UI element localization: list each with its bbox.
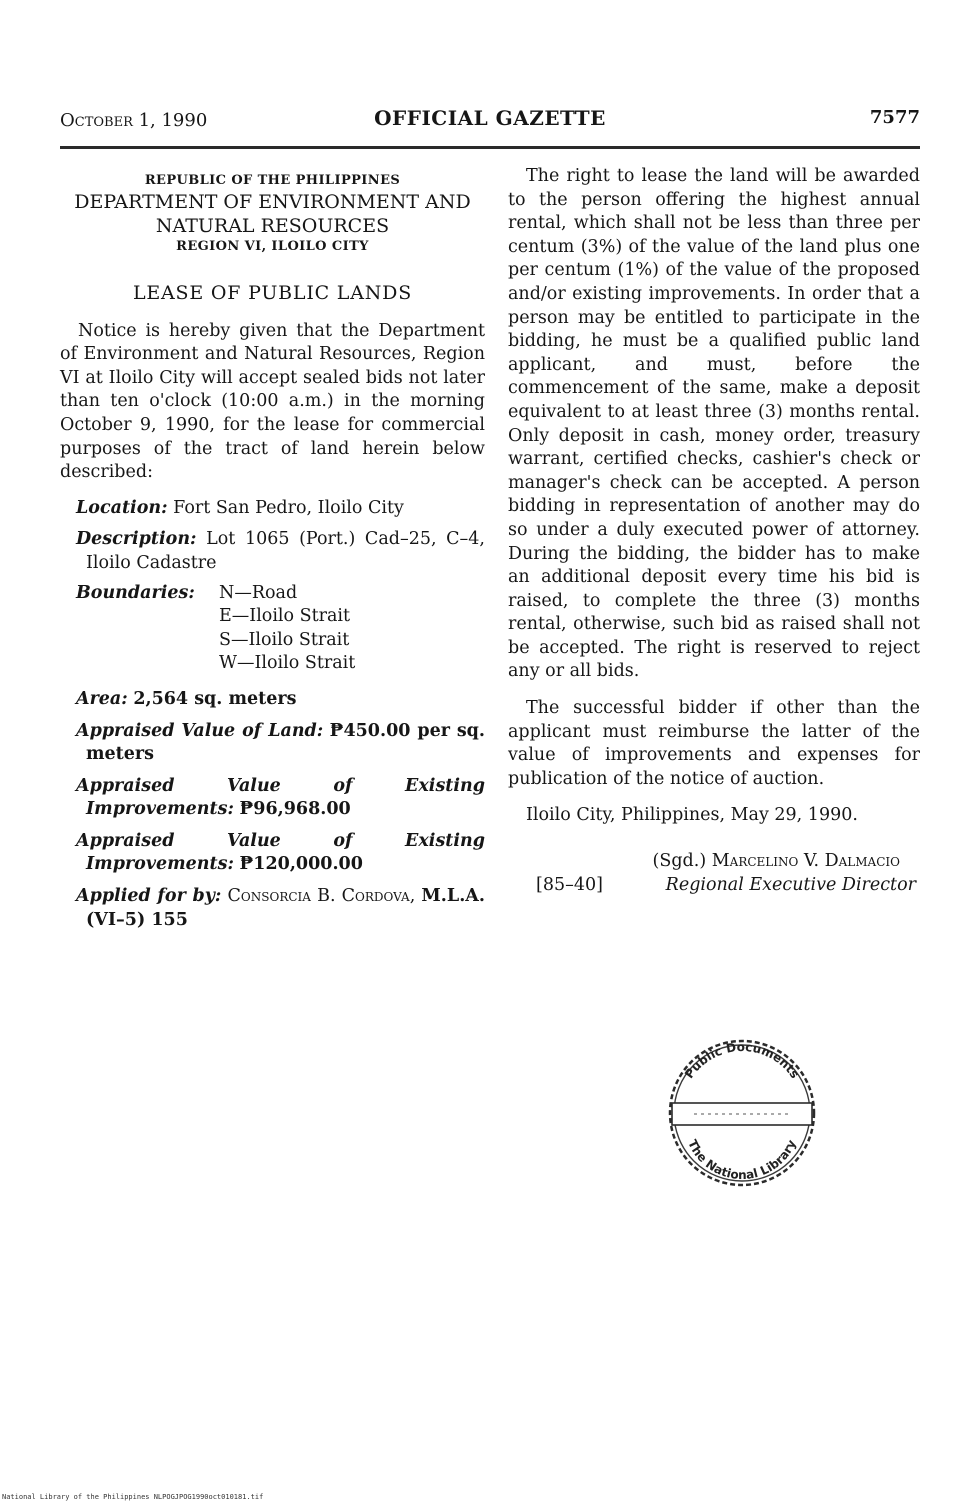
stamp-bottom-text: The National Library (685, 1137, 799, 1183)
place-date: Iloilo City, Philippines, May 29, 1990. (526, 805, 858, 826)
appraised-improvements-line-1 (60, 775, 485, 822)
department-line-2: NATURAL RESOURCES (155, 215, 390, 237)
signatory-name: Marcelino V. Dalmacio (711, 851, 900, 872)
republic-line: REPUBLIC OF THE PHILIPPINES (144, 173, 401, 188)
applicant-line (60, 885, 485, 932)
appraised-improvements-label-2: Appraised Value of Existing Improvements: (76, 830, 485, 875)
location-value: Fort San Pedro, Iloilo City (173, 497, 404, 518)
applied-for-label: Applied for by: (76, 886, 222, 907)
svg-text:The National Library (685, 1137, 799, 1182)
page-number: 7577 (869, 107, 920, 128)
signature-line (653, 850, 900, 874)
location-label: Location: (76, 497, 168, 518)
description-value: Lot 1065 (Port.) Cad–25, C–4, Iloilo Cadastre (86, 529, 485, 573)
boundary-east: E—Iloilo Strait (219, 606, 351, 627)
agency-block (60, 172, 485, 256)
appraised-improvements-label-1: Appraised Value of Existing Improvements: (76, 775, 485, 820)
boundaries-list (219, 582, 485, 676)
issue-date: October 1, 1990 (60, 110, 208, 131)
region-line: REGION VI, ILOILO CITY (176, 239, 369, 254)
reimbursement-paragraph: The successful bidder if other than the applicant must reimburse the latter of the value of improvements and expenses for publication of the notice of auction. (508, 698, 920, 789)
appraised-improvements-value-1: ₱96,968.00 (239, 799, 351, 820)
publication-title: OFFICIAL GAZETTE (374, 106, 606, 130)
stamp-seal-icon (660, 1025, 822, 1195)
page-header (60, 104, 920, 134)
appraised-land-label: Appraised Value of Land: (76, 720, 324, 741)
appraised-land-line (60, 720, 485, 767)
mla-number: M.L.A. (VI–5) 155 (86, 886, 485, 930)
appraised-improvements-value-2: ₱120,000.00 (239, 854, 363, 875)
area-value: 2,564 sq. meters (133, 688, 297, 709)
boundaries-block (60, 582, 485, 676)
notice-code: [85–40] (536, 875, 603, 896)
svg-text:Public Documents (682, 1040, 802, 1081)
boundary-north: N—Road (219, 582, 298, 603)
boundary-west: W—Iloilo Strait (219, 653, 356, 674)
signatory-role: Regional Executive Director (665, 875, 916, 896)
applicant-name: Consorcia B. Cordova, (227, 886, 416, 907)
stamp-top-text: Public Documents (682, 1039, 803, 1081)
left-column (60, 172, 485, 932)
description-line (60, 528, 485, 575)
area-line (60, 688, 485, 712)
boundary-south: S—Iloilo Strait (219, 629, 350, 650)
signature-block (508, 850, 920, 898)
location-line (60, 497, 485, 521)
scan-footer: National Library of the Philippines NLPOGJPOG1990oct010181.tif (2, 1493, 264, 1501)
intro-paragraph: Notice is hereby given that the Department of Environment and Natural Resources, Region VI at Iloilo City will accept sealed bids not later than ten o'clock (10:00 a.m.) in the morning October 9, 1990, for the lease for commercial purposes of the tract of land herein below described: (60, 320, 485, 483)
notice-title: LEASE OF PUBLIC LANDS (132, 282, 413, 304)
right-column (508, 165, 920, 898)
description-label: Description: (76, 529, 197, 550)
boundaries-label: Boundaries: (76, 582, 195, 603)
signed-mark: (Sgd.) (652, 851, 707, 872)
library-stamp (660, 1025, 822, 1195)
department-line-1: DEPARTMENT OF ENVIRONMENT AND (74, 191, 471, 213)
appraised-land-value: ₱450.00 per sq. meters (86, 720, 485, 765)
bidding-terms-paragraph: The right to lease the land will be awarded to the person offering the highest annual rental, which shall not be less than three per centum (3%) of the value of the land plus one per centum (1%) of the value of the proposed and/or existing improvements. In order that a person may be entitled to participate in the bidding, he must be a qualified public land applicant, and must, before the commencement of the same, make a deposit equivalent to at least three (3) months rental. Only deposit in cash, money order, treasury warrant, certified checks, cashier's check or manager's check can be accepted. A person bidding in representation of another may do so under a duly executed power of attorney. During the bidding, the bidder has to make an additional deposit every time his bid is raised, to complete the three (3) months rental, otherwise, such bid as raised shall not be accepted. The right is reserved to reject any or all bids. (508, 166, 920, 682)
area-label: Area: (76, 688, 128, 709)
appraised-improvements-line-2 (60, 830, 485, 877)
header-rule (60, 146, 920, 149)
